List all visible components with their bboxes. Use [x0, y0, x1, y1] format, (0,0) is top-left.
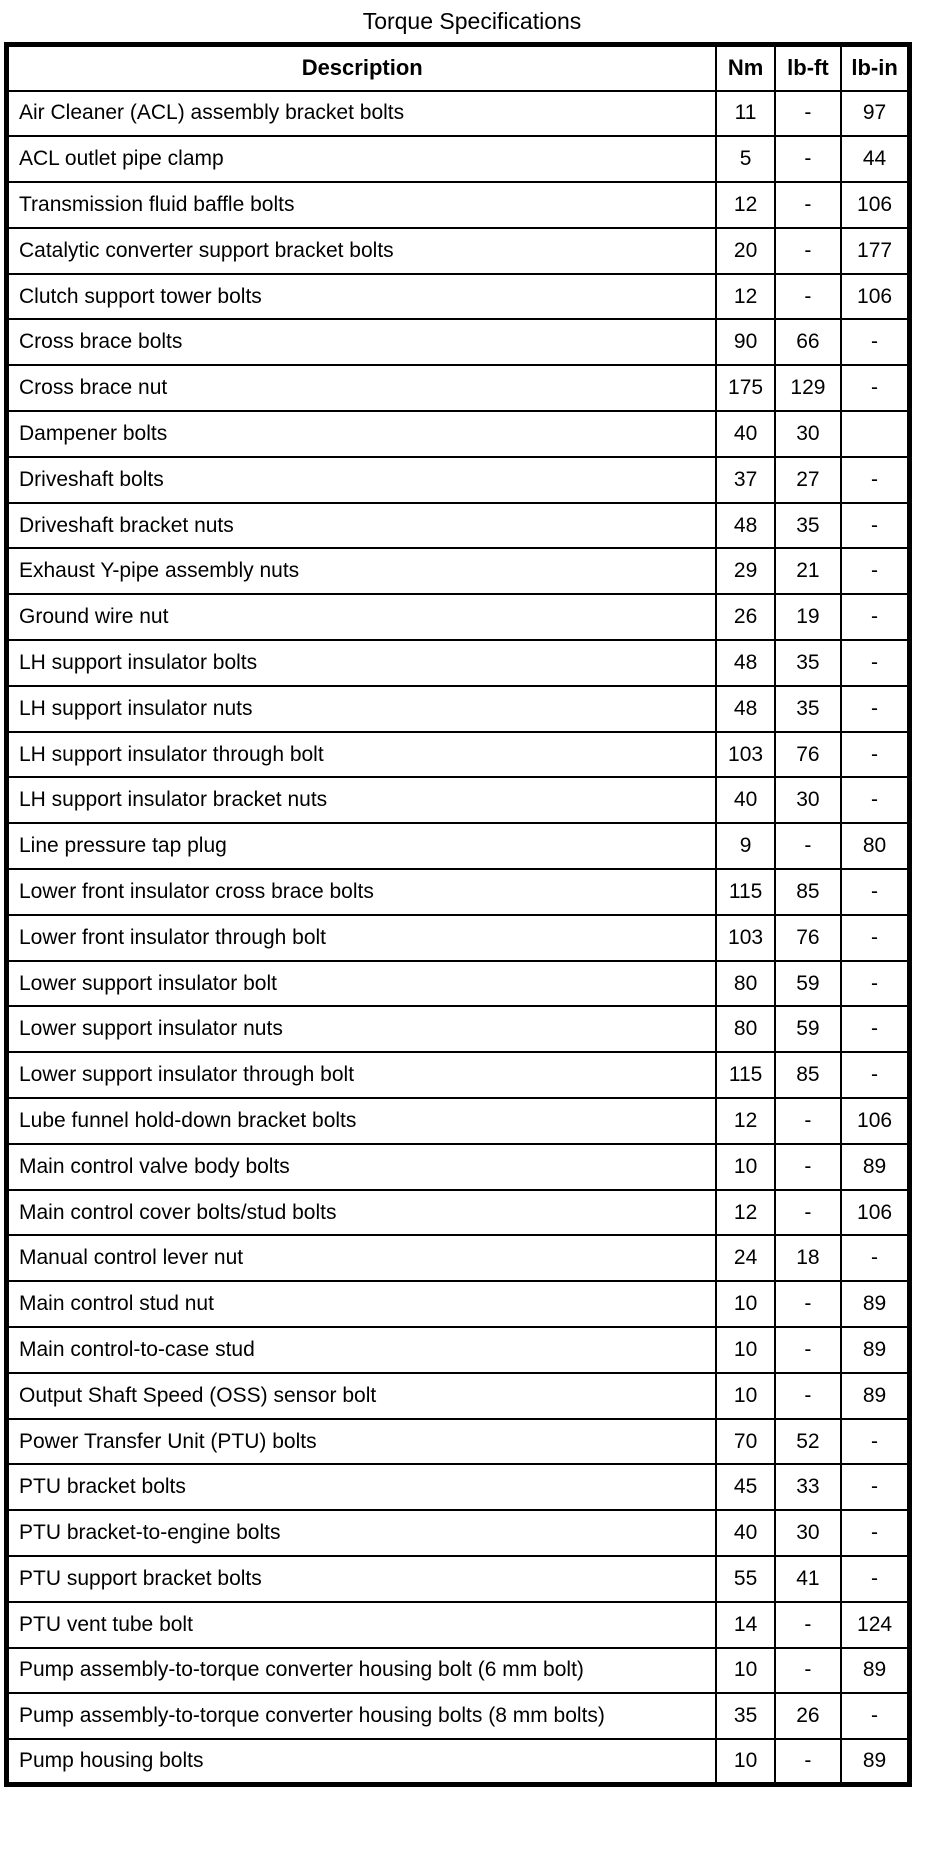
value-cell: -	[841, 869, 909, 915]
description-cell: Lower support insulator nuts	[7, 1006, 717, 1052]
value-cell: -	[841, 1510, 909, 1556]
description-cell: Clutch support tower bolts	[7, 274, 717, 320]
value-cell: -	[775, 1373, 841, 1419]
table-row	[7, 1739, 910, 1785]
value-cell: 177	[841, 228, 909, 274]
value-cell: 35	[775, 503, 841, 549]
page-title: Torque Specifications	[362, 8, 582, 34]
value-cell: 37	[716, 457, 774, 503]
description-cell: Exhaust Y-pipe assembly nuts	[7, 548, 717, 594]
value-cell: 11	[716, 91, 774, 137]
value-cell: -	[841, 1006, 909, 1052]
value-cell: -	[841, 548, 909, 594]
value-cell: -	[775, 1190, 841, 1236]
value-cell: 48	[716, 686, 774, 732]
value-cell: 80	[841, 823, 909, 869]
table-row	[7, 732, 910, 778]
value-cell: 89	[841, 1373, 909, 1419]
column-header-lb-ft: lb-ft	[775, 45, 841, 91]
value-cell: 19	[775, 594, 841, 640]
table-row	[7, 228, 910, 274]
value-cell: -	[775, 91, 841, 137]
value-cell: 90	[716, 319, 774, 365]
table-row	[7, 503, 910, 549]
value-cell: -	[841, 1464, 909, 1510]
value-cell: -	[841, 777, 909, 823]
table-row	[7, 548, 910, 594]
description-cell: Cross brace nut	[7, 365, 717, 411]
header-row	[7, 45, 910, 91]
description-cell: LH support insulator bolts	[7, 640, 717, 686]
value-cell: -	[775, 1602, 841, 1648]
torque-specifications-table	[4, 42, 912, 1787]
description-cell: LH support insulator bracket nuts	[7, 777, 717, 823]
value-cell: -	[775, 1144, 841, 1190]
value-cell: 59	[775, 1006, 841, 1052]
description-cell: Output Shaft Speed (OSS) sensor bolt	[7, 1373, 717, 1419]
value-cell: -	[775, 136, 841, 182]
table-row	[7, 1693, 910, 1739]
table-row	[7, 1190, 910, 1236]
description-cell: Main control stud nut	[7, 1281, 717, 1327]
table-body	[7, 91, 910, 1785]
value-cell: 106	[841, 274, 909, 320]
table-row	[7, 1052, 910, 1098]
value-cell: 10	[716, 1281, 774, 1327]
value-cell: -	[775, 228, 841, 274]
value-cell: 115	[716, 869, 774, 915]
value-cell: 175	[716, 365, 774, 411]
value-cell: 85	[775, 1052, 841, 1098]
value-cell: 12	[716, 1098, 774, 1144]
value-cell: 24	[716, 1235, 774, 1281]
value-cell: -	[841, 686, 909, 732]
value-cell: 44	[841, 136, 909, 182]
value-cell: -	[841, 503, 909, 549]
description-cell: Lube funnel hold-down bracket bolts	[7, 1098, 717, 1144]
value-cell: -	[775, 1739, 841, 1785]
value-cell: 48	[716, 503, 774, 549]
value-cell: 89	[841, 1281, 909, 1327]
value-cell: 10	[716, 1373, 774, 1419]
value-cell: 89	[841, 1327, 909, 1373]
value-cell: 18	[775, 1235, 841, 1281]
description-cell: Catalytic converter support bracket bolts	[7, 228, 717, 274]
table-row	[7, 91, 910, 137]
column-header-nm: Nm	[716, 45, 774, 91]
table-row	[7, 686, 910, 732]
value-cell: -	[775, 1327, 841, 1373]
value-cell: -	[841, 457, 909, 503]
description-cell: Line pressure tap plug	[7, 823, 717, 869]
table-row	[7, 319, 910, 365]
value-cell: -	[775, 1098, 841, 1144]
table-row	[7, 1648, 910, 1694]
description-cell: Dampener bolts	[7, 411, 717, 457]
table-row	[7, 1235, 910, 1281]
description-cell: Driveshaft bracket nuts	[7, 503, 717, 549]
value-cell: 55	[716, 1556, 774, 1602]
value-cell: 12	[716, 1190, 774, 1236]
table-row	[7, 182, 910, 228]
value-cell: -	[841, 732, 909, 778]
table-header	[7, 45, 910, 91]
description-cell: Cross brace bolts	[7, 319, 717, 365]
value-cell: 103	[716, 732, 774, 778]
description-cell: Pump assembly-to-torque converter housing bolts (8 mm bolts)	[7, 1693, 717, 1739]
value-cell: 115	[716, 1052, 774, 1098]
value-cell: 35	[775, 640, 841, 686]
value-cell: 26	[716, 594, 774, 640]
table-row	[7, 1281, 910, 1327]
table-row	[7, 411, 910, 457]
table-row	[7, 594, 910, 640]
value-cell: 106	[841, 1190, 909, 1236]
table-row	[7, 869, 910, 915]
value-cell: 12	[716, 274, 774, 320]
table-row	[7, 1556, 910, 1602]
value-cell: 52	[775, 1419, 841, 1465]
description-cell: Power Transfer Unit (PTU) bolts	[7, 1419, 717, 1465]
value-cell: 5	[716, 136, 774, 182]
value-cell: 76	[775, 915, 841, 961]
value-cell: 26	[775, 1693, 841, 1739]
description-cell: Main control-to-case stud	[7, 1327, 717, 1373]
description-cell: LH support insulator nuts	[7, 686, 717, 732]
table-row	[7, 1419, 910, 1465]
table-row	[7, 457, 910, 503]
value-cell: 27	[775, 457, 841, 503]
table-row	[7, 365, 910, 411]
table-row	[7, 915, 910, 961]
value-cell: 97	[841, 91, 909, 137]
value-cell: 40	[716, 777, 774, 823]
description-cell: Lower front insulator cross brace bolts	[7, 869, 717, 915]
value-cell: 20	[716, 228, 774, 274]
table-row	[7, 274, 910, 320]
table-row	[7, 640, 910, 686]
table-row	[7, 1144, 910, 1190]
table-row	[7, 1510, 910, 1556]
value-cell	[841, 411, 909, 457]
value-cell: 10	[716, 1327, 774, 1373]
value-cell: 30	[775, 777, 841, 823]
value-cell: 124	[841, 1602, 909, 1648]
value-cell: 89	[841, 1739, 909, 1785]
description-cell: Manual control lever nut	[7, 1235, 717, 1281]
description-cell: Main control cover bolts/stud bolts	[7, 1190, 717, 1236]
value-cell: 10	[716, 1648, 774, 1694]
value-cell: 89	[841, 1648, 909, 1694]
value-cell: -	[841, 915, 909, 961]
description-cell: Driveshaft bolts	[7, 457, 717, 503]
table-row	[7, 1373, 910, 1419]
value-cell: -	[775, 182, 841, 228]
value-cell: -	[775, 1648, 841, 1694]
value-cell: 10	[716, 1144, 774, 1190]
value-cell: -	[841, 319, 909, 365]
value-cell: 10	[716, 1739, 774, 1785]
value-cell: 35	[716, 1693, 774, 1739]
value-cell: 48	[716, 640, 774, 686]
description-cell: PTU bracket bolts	[7, 1464, 717, 1510]
table-row	[7, 823, 910, 869]
value-cell: 59	[775, 961, 841, 1007]
description-cell: Transmission fluid baffle bolts	[7, 182, 717, 228]
description-cell: PTU bracket-to-engine bolts	[7, 1510, 717, 1556]
description-cell: Ground wire nut	[7, 594, 717, 640]
value-cell: -	[775, 823, 841, 869]
value-cell: -	[841, 1693, 909, 1739]
description-cell: Pump assembly-to-torque converter housing bolt (6 mm bolt)	[7, 1648, 717, 1694]
value-cell: 40	[716, 1510, 774, 1556]
description-cell: ACL outlet pipe clamp	[7, 136, 717, 182]
value-cell: -	[841, 365, 909, 411]
description-cell: PTU vent tube bolt	[7, 1602, 717, 1648]
value-cell: 21	[775, 548, 841, 594]
table-row	[7, 1464, 910, 1510]
column-header-description: Description	[7, 45, 717, 91]
description-cell: Main control valve body bolts	[7, 1144, 717, 1190]
table-row	[7, 1602, 910, 1648]
value-cell: 29	[716, 548, 774, 594]
value-cell: 41	[775, 1556, 841, 1602]
value-cell: 76	[775, 732, 841, 778]
description-cell: Pump housing bolts	[7, 1739, 717, 1785]
value-cell: -	[841, 1235, 909, 1281]
description-cell: Lower front insulator through bolt	[7, 915, 717, 961]
description-cell: PTU support bracket bolts	[7, 1556, 717, 1602]
table-row	[7, 1098, 910, 1144]
value-cell: 35	[775, 686, 841, 732]
value-cell: -	[841, 1419, 909, 1465]
value-cell: -	[841, 961, 909, 1007]
column-header-lb-in: lb-in	[841, 45, 909, 91]
description-cell: Air Cleaner (ACL) assembly bracket bolts	[7, 91, 717, 137]
table-row	[7, 136, 910, 182]
value-cell: 129	[775, 365, 841, 411]
value-cell: 85	[775, 869, 841, 915]
value-cell: 66	[775, 319, 841, 365]
value-cell: 89	[841, 1144, 909, 1190]
value-cell: 30	[775, 411, 841, 457]
value-cell: 12	[716, 182, 774, 228]
value-cell: 14	[716, 1602, 774, 1648]
value-cell: -	[841, 1052, 909, 1098]
value-cell: 106	[841, 1098, 909, 1144]
value-cell: 30	[775, 1510, 841, 1556]
value-cell: 9	[716, 823, 774, 869]
value-cell: 40	[716, 411, 774, 457]
table-row	[7, 777, 910, 823]
value-cell: -	[775, 274, 841, 320]
value-cell: 103	[716, 915, 774, 961]
value-cell: -	[841, 594, 909, 640]
value-cell: 70	[716, 1419, 774, 1465]
value-cell: -	[775, 1281, 841, 1327]
value-cell: 80	[716, 1006, 774, 1052]
value-cell: 106	[841, 182, 909, 228]
value-cell: 33	[775, 1464, 841, 1510]
value-cell: -	[841, 1556, 909, 1602]
value-cell: 45	[716, 1464, 774, 1510]
description-cell: Lower support insulator through bolt	[7, 1052, 717, 1098]
value-cell: 80	[716, 961, 774, 1007]
description-cell: Lower support insulator bolt	[7, 961, 717, 1007]
table-row	[7, 961, 910, 1007]
value-cell: -	[841, 640, 909, 686]
table-row	[7, 1006, 910, 1052]
description-cell: LH support insulator through bolt	[7, 732, 717, 778]
table-row	[7, 1327, 910, 1373]
